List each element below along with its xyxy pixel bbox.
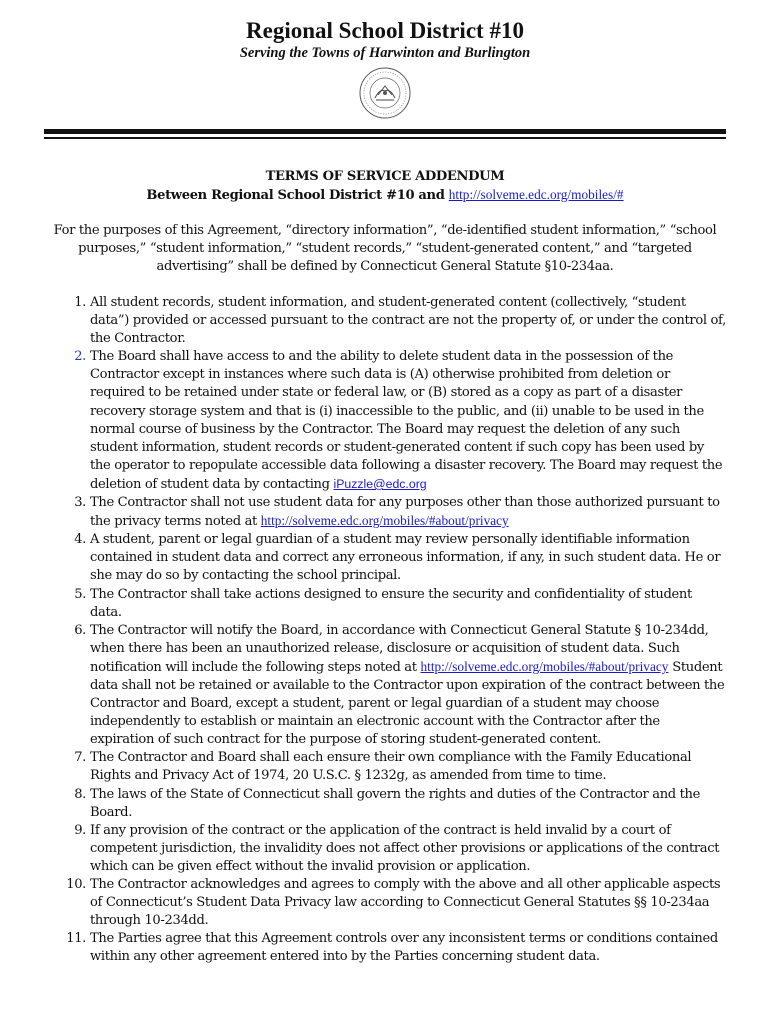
item-text: The Contractor shall take actions designed to ensure the security and confidentiality of student data. bbox=[90, 586, 692, 620]
item-text: The Board shall have access to and the ability to delete student data in the possession of the Contractor except in instances where such data is (A) otherwise prohibited from deletion or required to be retained under state or federal law, or (B) stored as a copy as part of a disaster recovery storage system and that is (i) inaccessible to the public, and (ii) unable to be used in the normal course of business by the Contractor. The Board may request the deletion of any such student information, student records or student-generated content if such copy has been used by the operator to repopulate accessible data following a disaster recovery. The Board may request the deletion of student data by contacting bbox=[90, 349, 723, 492]
list-item bbox=[44, 622, 726, 750]
item-number: 9. bbox=[74, 822, 86, 838]
intro-paragraph: For the purposes of this Agreement, “directory information”, “de-identified student information,” “school purposes,” “student information,” “student records,” “student-generated content,” and “targeted advertising” shall be defined by Connecticut General Statute §10-234aa. bbox=[53, 223, 717, 275]
list-item bbox=[44, 348, 726, 494]
privacy-terms-link[interactable]: http://solveme.edc.org/mobiles/#about/privacy bbox=[260, 513, 509, 529]
list-item bbox=[44, 586, 726, 622]
item-number: 3. bbox=[74, 495, 86, 511]
item-text: If any provision of the contract or the application of the contract is held invalid by a court of competent jurisdiction, the invalidity does not affect other provisions or applications of the contract which can be given effect without the invalid provision or application. bbox=[90, 822, 720, 874]
district-subtitle: Serving the Towns of Harwinton and Burlington bbox=[239, 45, 531, 61]
privacy-steps-link[interactable]: http://solveme.edc.org/mobiles/#about/privacy bbox=[420, 658, 669, 674]
item-number: 7. bbox=[74, 750, 86, 766]
item-text-continued: Student data shall not be retained or available to the Contractor upon expiration of the contract between the Contractor and Board, except a student, parent or legal guardian of a student may choose independently to establish or maintain an electronic account with the Contractor after the expiration of such contract for the purpose of storing student-generated content. bbox=[90, 659, 725, 748]
list-item bbox=[44, 494, 726, 531]
between-prefix: Between Regional School District #10 and bbox=[146, 188, 445, 204]
list-item bbox=[44, 531, 726, 585]
item-number: 4. bbox=[74, 532, 86, 548]
list-item bbox=[44, 876, 726, 930]
item-text: The Contractor will notify the Board, in accordance with Connecticut General Statute § 10-234dd, when there has been an unauthorized release, disclosure or acquisition of student data. Such notification will include the following steps noted at bbox=[90, 622, 709, 675]
item-text: A student, parent or legal guardian of a student may review personally identifiable information contained in student data and correct any erroneous information, if any, in such student data. He or she may do so by contacting the school principal. bbox=[90, 532, 721, 584]
list-item bbox=[44, 749, 726, 785]
solveme-link[interactable]: http://solveme.edc.org/mobiles/# bbox=[448, 187, 624, 203]
addendum-between-line bbox=[0, 186, 770, 205]
district-seal-icon bbox=[358, 66, 412, 120]
item-number: 11. bbox=[66, 931, 86, 947]
district-title: Regional School District #10 bbox=[246, 18, 524, 43]
addendum-title: TERMS OF SERVICE ADDENDUM bbox=[265, 169, 505, 184]
addendum-heading bbox=[0, 168, 770, 205]
list-item bbox=[44, 786, 726, 822]
item-text: The Contractor and Board shall each ensure their own compliance with the Family Educational Rights and Privacy Act of 1974, 20 U.S.C. § 1232g, as amended from time to time. bbox=[90, 750, 692, 784]
list-item bbox=[44, 294, 726, 348]
item-number: 6. bbox=[74, 622, 86, 638]
item-text: The Parties agree that this Agreement controls over any inconsistent terms or conditions contained within any other agreement entered into by the Parties concerning student data. bbox=[90, 931, 718, 965]
item-text: All student records, student information, and student-generated content (collectively, “student data”) provided or accessed pursuant to the contract are not the property of, or under the control of, the Contractor. bbox=[90, 295, 726, 347]
item-number: 1. bbox=[74, 295, 86, 310]
item-text: The Contractor acknowledges and agrees to comply with the above and all other applicable aspects of Connecticut’s Student Data Privacy law according to Connecticut General Statutes §§ 10-234aa through 10-234dd. bbox=[90, 877, 721, 929]
terms-list bbox=[44, 294, 726, 966]
list-item bbox=[44, 822, 726, 876]
header-divider-thick bbox=[44, 129, 726, 134]
header-divider-thin bbox=[44, 137, 726, 139]
item-number: 2. bbox=[74, 349, 86, 365]
contact-email-link[interactable]: iPuzzle@edc.org bbox=[333, 476, 427, 491]
item-text: The Contractor shall not use student data for any purposes other than those authorized pursuant to the privacy terms noted at bbox=[90, 495, 720, 530]
item-number: 8. bbox=[74, 786, 86, 802]
item-number: 10. bbox=[66, 877, 86, 892]
list-item bbox=[44, 930, 726, 966]
item-text: The laws of the State of Connecticut shall govern the rights and duties of the Contractor and the Board. bbox=[90, 786, 701, 820]
item-number: 5. bbox=[74, 586, 86, 602]
